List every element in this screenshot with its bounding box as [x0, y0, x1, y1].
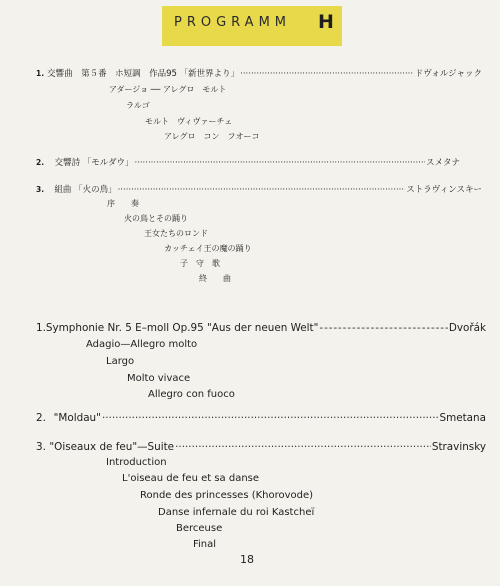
en-movement: Ronde des princesses (Khorovode) — [140, 490, 314, 501]
jp-movement: 火の鳥とその踊り — [124, 214, 188, 223]
program-title: PROGRAMM — [174, 15, 292, 30]
dot-leader — [102, 412, 439, 424]
en-item-composer: Dvořák — [448, 322, 486, 334]
dot-leader — [175, 441, 431, 453]
jp-item-number: 2. — [36, 158, 45, 167]
jp-item-composer: ドヴォルジャック — [414, 69, 482, 79]
en-movement: Adagio—Allegro molto — [86, 339, 198, 350]
en-movement: Molto vivace — [127, 373, 191, 384]
jp-movement: ラルゴ — [126, 101, 150, 110]
en-item-2 — [36, 412, 486, 424]
jp-movement: アレグロ コン フオーコ — [164, 132, 260, 141]
en-item-title: "Moldau" — [53, 412, 101, 424]
en-item-number: 1. — [36, 322, 46, 334]
jp-movement: 子 守 歌 — [180, 259, 220, 268]
en-item-number: 2. — [36, 412, 46, 424]
en-item-number: 3. — [36, 441, 46, 453]
jp-item-title: 交響曲 第５番 ホ短調 作品95 「新世界より」 — [47, 69, 240, 79]
en-item-1 — [36, 322, 486, 334]
jp-movement: モルト ヴィヴァーチェ — [145, 117, 233, 126]
jp-item-title: 交響詩 「モルダウ」 — [54, 158, 134, 168]
jp-item-1 — [36, 67, 482, 79]
jp-movement: 王女たちのロンド — [144, 229, 208, 238]
en-item-composer: Smetana — [439, 412, 486, 424]
en-movement: L'oiseau de feu et sa danse — [122, 473, 260, 484]
dash-leader — [319, 322, 447, 334]
jp-item-number: 3. — [36, 185, 45, 194]
en-movement: Largo — [106, 356, 135, 367]
jp-movement: カッチェイ王の魔の踊り — [164, 244, 252, 253]
jp-movement: 序 奏 — [107, 199, 139, 208]
en-movement: Final — [193, 539, 217, 550]
page-number: 18 — [240, 553, 254, 566]
en-item-title: "Oiseaux de feu"—Suite — [49, 441, 175, 453]
en-movement: Berceuse — [176, 523, 223, 534]
jp-item-title: 組曲 「火の鳥」 — [54, 185, 117, 195]
dot-leader — [118, 185, 406, 195]
en-movement: Danse infernale du roi Kastcheï — [158, 507, 315, 518]
dot-leader — [134, 158, 425, 168]
en-movement: Allegro con fuoco — [148, 389, 235, 400]
en-item-title: Symphonie Nr. 5 E–moll Op.95 "Aus der neuen Welt" — [45, 322, 319, 334]
jp-item-composer: スメタナ — [425, 158, 460, 168]
jp-item-2 — [36, 156, 460, 168]
dot-leader — [240, 69, 414, 79]
en-movement: Introduction — [106, 457, 167, 468]
en-item-composer: Stravinsky — [431, 441, 486, 453]
jp-movement: アダージョ ── アレグロ モルト — [109, 85, 227, 94]
en-item-3 — [36, 441, 486, 453]
jp-item-3 — [36, 183, 482, 195]
jp-item-number: 1. — [36, 69, 45, 78]
program-letter: H — [318, 11, 334, 33]
jp-movement: 終 曲 — [199, 274, 231, 283]
jp-item-composer: ストラヴィンスキー — [406, 185, 482, 195]
